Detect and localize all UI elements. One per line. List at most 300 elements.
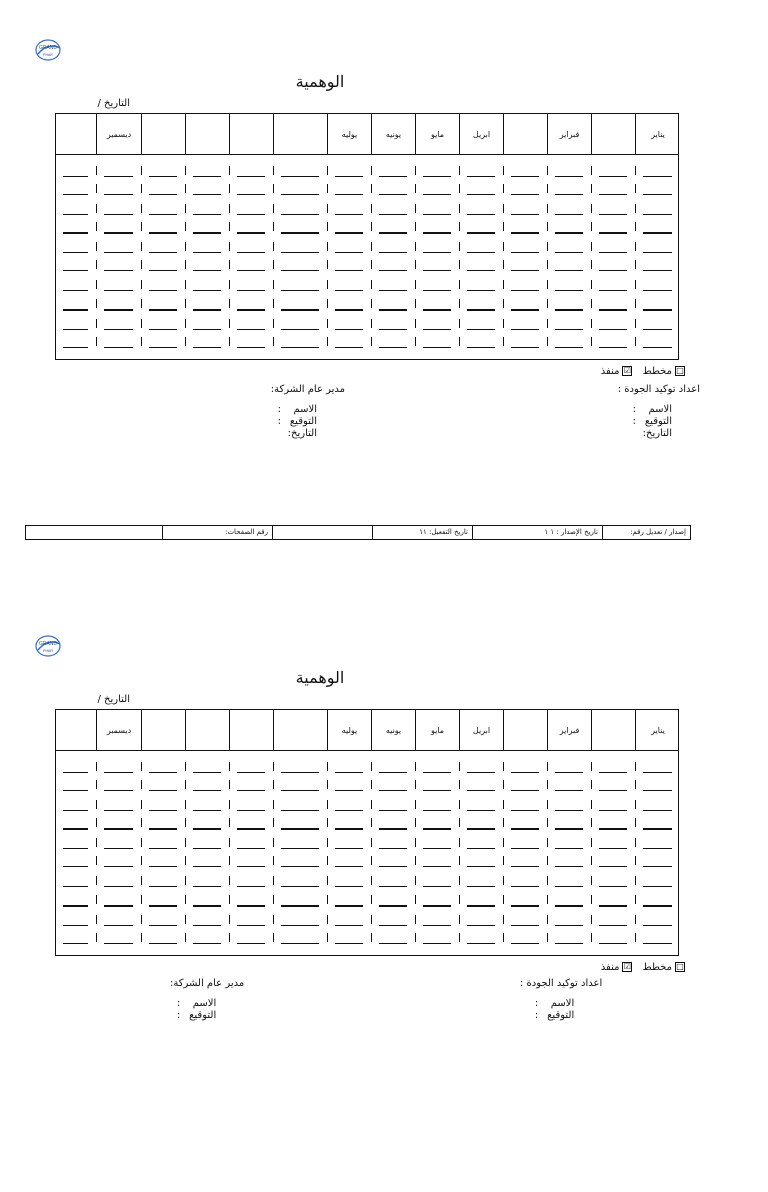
grid-dash [149, 270, 177, 271]
grid-tick [371, 242, 372, 251]
grid-tick [273, 260, 274, 269]
grid-tick [273, 800, 274, 809]
grid-tick [371, 876, 372, 885]
grid-dash [281, 810, 319, 811]
grid-tick [635, 222, 636, 231]
grid-tick [635, 166, 636, 175]
grid-dash [555, 329, 583, 330]
grid-dash [149, 252, 177, 253]
grid-tick [635, 260, 636, 269]
grid-dash [423, 905, 451, 907]
grid-dash [335, 214, 363, 215]
grid-tick [185, 780, 186, 789]
grid-tick [415, 762, 416, 771]
grid-tick [229, 242, 230, 251]
grid-dash [643, 943, 672, 944]
grid-tick [327, 818, 328, 827]
grid-tick [591, 280, 592, 289]
month-header-cell [273, 710, 327, 750]
grid-tick [327, 915, 328, 924]
grid-dash [423, 943, 451, 944]
grid-dash [335, 866, 363, 867]
grid-tick [185, 337, 186, 346]
grid-dash [335, 194, 363, 195]
grid-dash [599, 848, 627, 849]
grid-dash [423, 214, 451, 215]
grid-tick [591, 260, 592, 269]
grid-dash [63, 214, 88, 215]
month-header-cell [591, 114, 635, 154]
grid-tick [273, 818, 274, 827]
grid-tick [503, 876, 504, 885]
grid-tick [96, 762, 97, 771]
grid-dash [237, 270, 265, 271]
grid-dash [379, 790, 407, 791]
grid-tick [96, 780, 97, 789]
grid-dash [511, 866, 539, 867]
grid-tick [185, 933, 186, 942]
grid-dash [193, 270, 221, 271]
grid-tick [327, 337, 328, 346]
grid-dash [511, 232, 539, 234]
month-header-cell [55, 114, 96, 154]
grid-dash [63, 290, 88, 291]
grid-dash [467, 886, 495, 887]
legend-planned [642, 962, 685, 973]
grid-dash [335, 925, 363, 926]
grid-tick [459, 260, 460, 269]
grid-tick [459, 337, 460, 346]
grid-tick [185, 242, 186, 251]
grid-tick [415, 337, 416, 346]
legend-executed [601, 366, 633, 377]
grid-tick [459, 762, 460, 771]
colon: : [534, 1010, 539, 1021]
grid-dash [599, 828, 627, 830]
grid-tick [371, 166, 372, 175]
page-title: الوهمية [295, 72, 345, 91]
grid-tick [503, 280, 504, 289]
grid-tick [229, 299, 230, 308]
grid-dash [643, 290, 672, 291]
grid-tick [185, 800, 186, 809]
grid-dash [467, 790, 495, 791]
grid-dash [237, 810, 265, 811]
grid-dash [379, 194, 407, 195]
grid-tick [327, 319, 328, 328]
grid-tick [459, 299, 460, 308]
manager-signature-label: التوقيع [189, 1010, 217, 1021]
grid-dash [379, 866, 407, 867]
grid-tick [273, 876, 274, 885]
grid-dash [467, 270, 495, 271]
grid-tick [141, 166, 142, 175]
grid-dash [281, 329, 319, 330]
grid-tick [459, 800, 460, 809]
footer-issue-date: تاريخ الإصدار : ١ ١ [472, 526, 602, 539]
grid-dash [599, 943, 627, 944]
grid-tick [96, 838, 97, 847]
grid-dash [104, 309, 133, 311]
grid-tick [547, 242, 548, 251]
grid-tick [141, 876, 142, 885]
grid-tick [371, 337, 372, 346]
legend [570, 962, 685, 973]
grid-tick [547, 856, 548, 865]
grid-dash [63, 232, 88, 234]
grid-tick [229, 838, 230, 847]
grid-dash [335, 329, 363, 330]
grid-dash [281, 925, 319, 926]
grid-tick [185, 915, 186, 924]
grid-tick [415, 856, 416, 865]
grid-tick [371, 222, 372, 231]
grid-dash [104, 848, 133, 849]
grid-dash [467, 232, 495, 234]
grid-tick [503, 895, 504, 904]
grid-dash [511, 270, 539, 271]
month-header-cell: يناير [635, 710, 680, 750]
grid-tick [371, 818, 372, 827]
quality-name-label: الاسم [550, 998, 575, 1009]
grid-tick [371, 895, 372, 904]
grid-dash [423, 848, 451, 849]
grid-tick [327, 838, 328, 847]
grid-dash [104, 176, 133, 177]
colon: : [632, 416, 636, 427]
grid-dash [555, 943, 583, 944]
grid-dash [104, 886, 133, 887]
grid-dash [467, 194, 495, 195]
grid-dash [511, 194, 539, 195]
quality-signature-label: التوقيع [547, 1010, 575, 1021]
grid-tick [185, 166, 186, 175]
grid-dash [643, 194, 672, 195]
grid-tick [273, 166, 274, 175]
grid-dash [379, 329, 407, 330]
grid-dash [281, 886, 319, 887]
grid-dash [379, 252, 407, 253]
grid-dash [104, 828, 133, 830]
grid-dash [423, 810, 451, 811]
grid-tick [229, 933, 230, 942]
grid-tick [141, 856, 142, 865]
grid-dash [149, 176, 177, 177]
grid-tick [55, 184, 56, 193]
grid-dash [643, 772, 672, 773]
grid-tick [229, 337, 230, 346]
quality-signature-block [520, 978, 602, 1022]
grid-tick [273, 184, 274, 193]
grid-dash [193, 886, 221, 887]
grid-dash [379, 943, 407, 944]
schedule-grid [55, 113, 679, 360]
grid-dash [281, 270, 319, 271]
grid-dash [149, 943, 177, 944]
grid-dash [643, 828, 672, 830]
grid-dash [423, 194, 451, 195]
grid-tick [96, 299, 97, 308]
grid-tick [591, 895, 592, 904]
grid-tick [273, 299, 274, 308]
month-header-cell: يوليه [327, 114, 371, 154]
manager-name-label: الاسم [293, 404, 317, 415]
grid-tick [327, 166, 328, 175]
quality-signature-label: التوقيع [644, 416, 672, 427]
grid-tick [415, 800, 416, 809]
grid-tick [503, 260, 504, 269]
grid-tick [415, 299, 416, 308]
grid-dash [149, 290, 177, 291]
grid-dash [423, 828, 451, 830]
grid-dash [281, 347, 319, 348]
grand-logo-icon [34, 38, 62, 62]
grand-logo-icon [34, 634, 62, 658]
grid-tick [459, 222, 460, 231]
grid-dash [193, 347, 221, 348]
header-divider [56, 750, 678, 751]
grid-tick [141, 915, 142, 924]
grid-tick [635, 838, 636, 847]
grid-dash [643, 810, 672, 811]
grid-tick [459, 856, 460, 865]
grid-tick [327, 222, 328, 231]
checkbox-empty-icon: □ [676, 962, 684, 971]
grid-dash [643, 866, 672, 867]
grid-dash [193, 176, 221, 177]
grid-tick [591, 242, 592, 251]
colon: : [632, 404, 636, 415]
grid-tick [415, 260, 416, 269]
legend-planned-label: مخطط [642, 962, 672, 973]
grid-tick [547, 818, 548, 827]
grid-dash [599, 214, 627, 215]
grid-dash [467, 943, 495, 944]
grid-dash [104, 943, 133, 944]
grid-tick [141, 780, 142, 789]
grid-dash [149, 309, 177, 311]
footer-pages: رقم الصفحات: [162, 526, 272, 539]
grid-dash [104, 232, 133, 234]
grid-dash [599, 290, 627, 291]
grid-tick [415, 242, 416, 251]
grid-tick [371, 856, 372, 865]
grid-tick [55, 222, 56, 231]
grid-tick [55, 915, 56, 924]
grid-tick [591, 299, 592, 308]
grid-tick [96, 915, 97, 924]
grid-tick [96, 204, 97, 213]
grid-dash [193, 925, 221, 926]
quality-name-label: الاسم [648, 404, 672, 415]
grid-dash [511, 214, 539, 215]
grid-dash [237, 176, 265, 177]
grid-dash [379, 214, 407, 215]
grid-tick [55, 166, 56, 175]
grid-dash [555, 828, 583, 830]
manager-date-label: التاريخ: [287, 428, 317, 439]
grid-tick [273, 280, 274, 289]
grid-tick [547, 299, 548, 308]
grid-tick [547, 915, 548, 924]
grid-tick [635, 915, 636, 924]
grid-tick [459, 204, 460, 213]
grid-tick [273, 895, 274, 904]
grid-dash [555, 290, 583, 291]
grid-tick [55, 319, 56, 328]
grid-dash [104, 252, 133, 253]
grid-tick [185, 818, 186, 827]
grid-dash [423, 290, 451, 291]
grid-dash [149, 848, 177, 849]
grid-tick [55, 299, 56, 308]
grid-dash [104, 270, 133, 271]
month-header-cell [503, 710, 547, 750]
date-label: التاريخ / [97, 98, 130, 109]
grid-dash [63, 886, 88, 887]
grid-tick [635, 184, 636, 193]
grid-tick [327, 204, 328, 213]
grid-dash [281, 943, 319, 944]
grid-dash [599, 270, 627, 271]
grid-tick [55, 800, 56, 809]
grid-tick [229, 762, 230, 771]
grid-dash [643, 252, 672, 253]
grid-dash [467, 176, 495, 177]
grid-tick [415, 280, 416, 289]
grid-tick [141, 242, 142, 251]
grid-dash [104, 772, 133, 773]
grid-dash [149, 214, 177, 215]
grid-tick [185, 222, 186, 231]
grid-dash [467, 329, 495, 330]
grid-tick [273, 915, 274, 924]
grid-dash [423, 329, 451, 330]
grid-dash [149, 810, 177, 811]
grid-tick [327, 280, 328, 289]
grid-dash [63, 194, 88, 195]
grid-tick [503, 933, 504, 942]
grid-tick [503, 915, 504, 924]
grid-tick [229, 319, 230, 328]
grid-dash [193, 309, 221, 311]
grid-tick [635, 800, 636, 809]
grid-tick [415, 184, 416, 193]
grid-tick [273, 337, 274, 346]
grid-dash [335, 886, 363, 887]
grid-dash [149, 866, 177, 867]
grid-tick [273, 838, 274, 847]
grid-dash [149, 925, 177, 926]
grid-tick [229, 915, 230, 924]
grid-dash [379, 925, 407, 926]
grid-tick [96, 895, 97, 904]
grid-tick [459, 838, 460, 847]
grid-tick [327, 933, 328, 942]
month-header-cell: ديسمبر [96, 114, 141, 154]
grid-dash [193, 828, 221, 830]
grid-dash [149, 905, 177, 907]
grid-tick [229, 222, 230, 231]
grid-dash [63, 772, 88, 773]
grid-tick [635, 762, 636, 771]
grid-dash [193, 194, 221, 195]
grid-tick [591, 184, 592, 193]
month-header-cell [185, 710, 229, 750]
grid-dash [467, 309, 495, 311]
grid-dash [237, 309, 265, 311]
grid-dash [281, 866, 319, 867]
quality-date-label: التاريخ: [642, 428, 672, 439]
grid-dash [555, 347, 583, 348]
grid-tick [547, 876, 548, 885]
grid-tick [371, 838, 372, 847]
grid-tick [273, 762, 274, 771]
grid-dash [63, 866, 88, 867]
grid-dash [237, 290, 265, 291]
grid-tick [635, 280, 636, 289]
grid-tick [141, 280, 142, 289]
grid-dash [423, 772, 451, 773]
month-header-cell [185, 114, 229, 154]
grid-dash [511, 309, 539, 311]
grid-tick [229, 260, 230, 269]
grid-dash [643, 309, 672, 311]
grid-tick [415, 780, 416, 789]
grid-dash [423, 176, 451, 177]
grid-dash [63, 905, 88, 907]
grid-dash [555, 772, 583, 773]
grid-dash [237, 214, 265, 215]
grid-dash [643, 232, 672, 234]
grid-dash [379, 270, 407, 271]
colon: : [176, 998, 181, 1009]
grid-tick [371, 800, 372, 809]
grid-dash [379, 905, 407, 907]
grid-tick [459, 915, 460, 924]
grid-dash [555, 810, 583, 811]
grid-tick [185, 762, 186, 771]
footer-blank [272, 526, 372, 539]
grid-dash [281, 772, 319, 773]
grid-tick [185, 856, 186, 865]
month-header-cell: يونيه [371, 710, 415, 750]
logo-text: GRAND [38, 45, 58, 51]
grid-dash [104, 347, 133, 348]
grid-dash [467, 252, 495, 253]
month-header-cell: مايو [415, 114, 459, 154]
grid-tick [591, 204, 592, 213]
grid-tick [591, 780, 592, 789]
grid-tick [141, 299, 142, 308]
grid-dash [335, 943, 363, 944]
grid-dash [555, 925, 583, 926]
grid-tick [503, 762, 504, 771]
month-header-cell [229, 710, 273, 750]
grid-dash [379, 232, 407, 234]
grid-tick [141, 184, 142, 193]
grid-tick [273, 933, 274, 942]
grid-dash [643, 905, 672, 907]
checkbox-checked-icon: ☑ [623, 366, 632, 375]
grid-dash [511, 790, 539, 791]
grid-tick [185, 876, 186, 885]
grid-tick [96, 933, 97, 942]
grid-dash [467, 347, 495, 348]
grid-tick [371, 762, 372, 771]
grid-tick [371, 184, 372, 193]
grid-tick [371, 260, 372, 269]
